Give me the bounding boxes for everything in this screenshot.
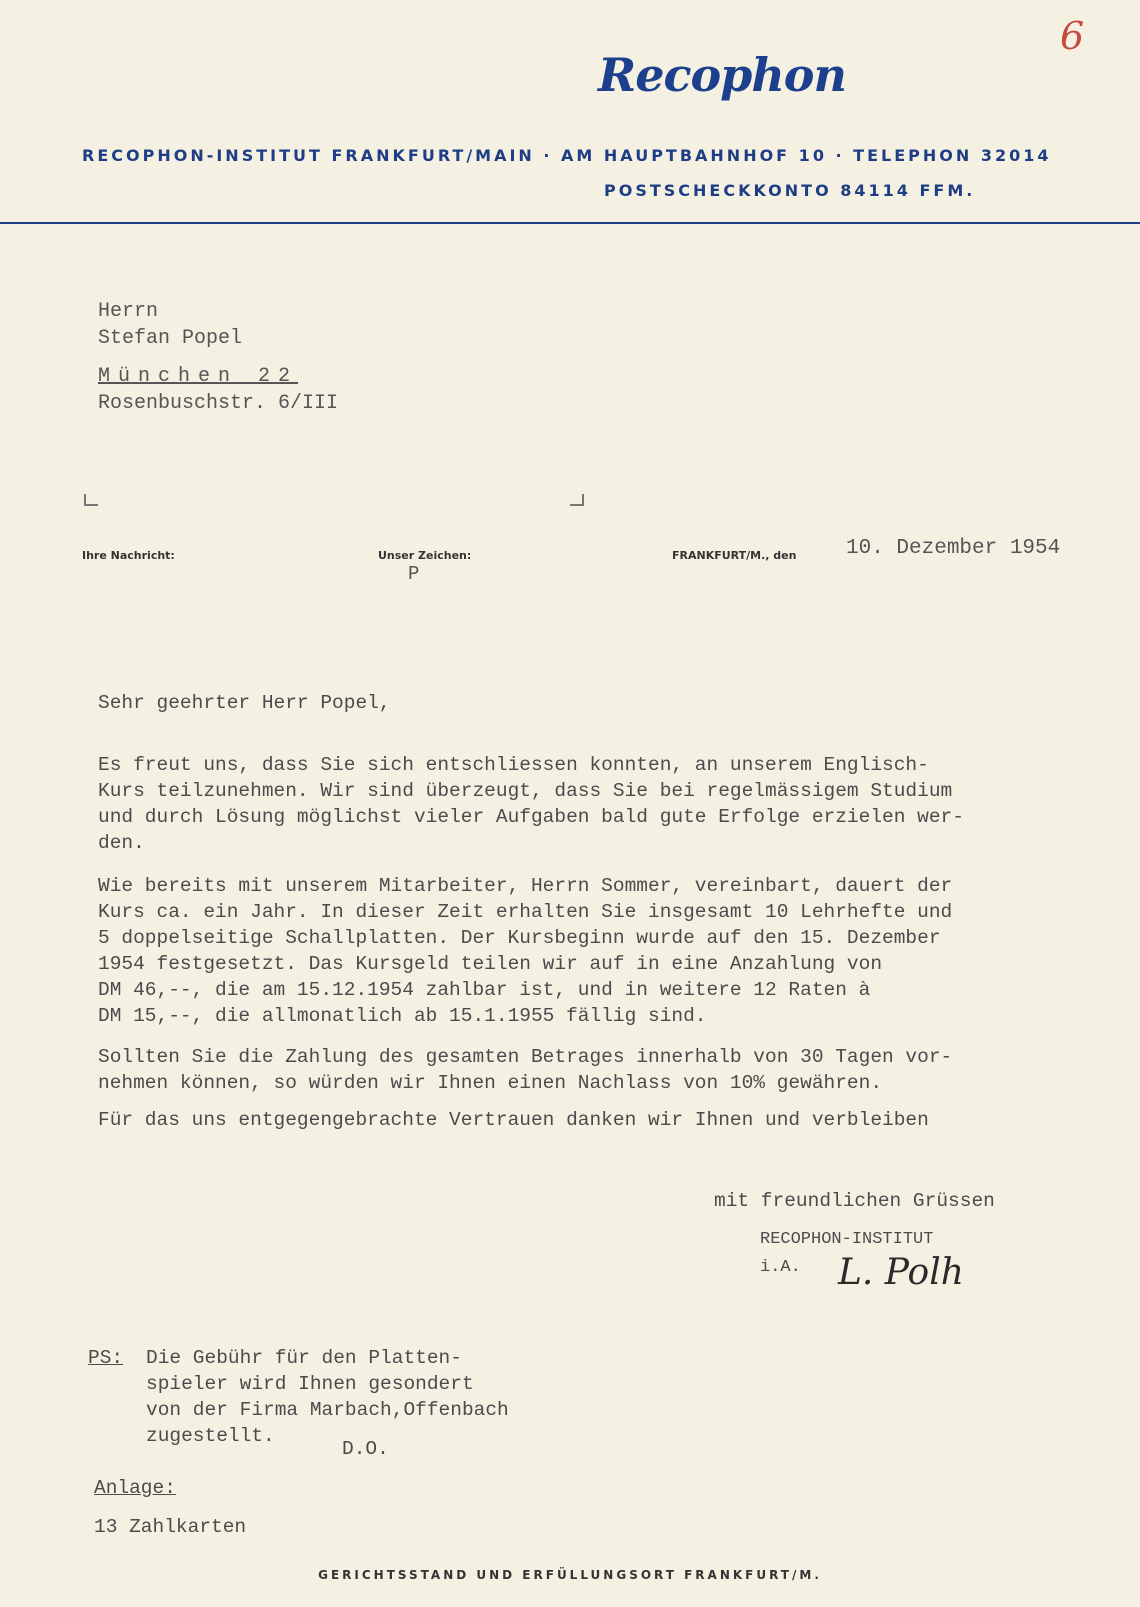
page-number: 6 xyxy=(1060,14,1085,58)
paragraph-2-line: 1954 festgesetzt. Das Kursgeld teilen wir auf in eine Anzahlung von xyxy=(98,953,883,975)
recipient-city: München 22 xyxy=(98,365,299,388)
postscript-initials: D.O. xyxy=(342,1438,389,1460)
closing-per: i.A. xyxy=(760,1258,801,1277)
postscript-line: Die Gebühr für den Platten- xyxy=(146,1347,462,1369)
paragraph-2-line: DM 15,--, die allmonatlich ab 15.1.1955 fällig sind. xyxy=(98,1005,707,1027)
paragraph-1-line: den. xyxy=(98,832,145,854)
recipient-street: Rosenbuschstr. 6/III xyxy=(98,392,339,415)
place-label: FRANKFURT/M., den xyxy=(672,549,797,562)
postscript-line: zugestellt. xyxy=(146,1425,275,1447)
letter-date: 10. Dezember 1954 xyxy=(846,537,1061,560)
letterhead-divider xyxy=(0,222,1140,224)
paragraph-3-line: Sollten Sie die Zahlung des gesamten Betrages innerhalb von 30 Tagen vor- xyxy=(98,1046,953,1068)
handwritten-signature: L. Polh xyxy=(838,1252,964,1293)
enclosure-label: Anlage: xyxy=(94,1477,176,1499)
postscript-label: PS: xyxy=(88,1347,124,1369)
closing-regards: mit freundlichen Grüssen xyxy=(714,1190,995,1212)
paragraph-1-line: und durch Lösung möglichst vieler Aufgaben bald gute Erfolge erzielen wer- xyxy=(98,806,964,828)
letterhead-account: POSTSCHECKKONTO 84114 FFM. xyxy=(604,181,976,200)
recipient-salutation: Herrn xyxy=(98,300,159,323)
closing-company: RECOPHON-INSTITUT xyxy=(760,1230,934,1249)
paragraph-2-line: Wie bereits mit unserem Mitarbeiter, Herrn Sommer, vereinbart, dauert der xyxy=(98,875,953,897)
paragraph-2-line: Kurs ca. ein Jahr. In dieser Zeit erhalten Sie insgesamt 10 Lehrhefte und xyxy=(98,901,953,923)
paragraph-1-line: Es freut uns, dass Sie sich entschliessen konnten, an unserem Englisch- xyxy=(98,754,929,776)
postscript-line: spieler wird Ihnen gesondert xyxy=(146,1373,474,1395)
enclosure-item: 13 Zahlkarten xyxy=(94,1516,247,1538)
paragraph-3-line: nehmen können, so würden wir Ihnen einen Nachlass von 10% gewähren. xyxy=(98,1072,883,1094)
recipient-name: Stefan Popel xyxy=(98,327,243,350)
postscript-line: von der Firma Marbach,Offenbach xyxy=(146,1399,509,1421)
your-message-label: Ihre Nachricht: xyxy=(82,549,175,562)
paragraph-2-line: 5 doppelseitige Schallplatten. Der Kursbeginn wurde auf den 15. Dezember xyxy=(98,927,941,949)
paragraph-4: Für das uns entgegengebrachte Vertrauen danken wir Ihnen und verbleiben xyxy=(98,1109,929,1131)
paragraph-1-line: Kurs teilzunehmen. Wir sind überzeugt, dass Sie bei regelmässigem Studium xyxy=(98,780,953,802)
paragraph-2-line: DM 46,--, die am 15.12.1954 zahlbar ist, und in weitere 12 Raten à xyxy=(98,979,871,1001)
letterhead-address: RECOPHON-INSTITUT FRANKFURT/MAIN · AM HAUPTBAHNHOF 10 · TELEPHON 32014 xyxy=(82,146,1052,165)
greeting: Sehr geehrter Herr Popel, xyxy=(98,692,391,714)
address-window-mark-left xyxy=(84,494,98,506)
company-logo: Recophon xyxy=(598,48,846,102)
footer-jurisdiction: GERICHTSSTAND UND ERFÜLLUNGSORT FRANKFURT/M. xyxy=(318,1568,822,1582)
our-sign-label: Unser Zeichen: xyxy=(378,549,472,562)
address-window-mark-right xyxy=(570,494,584,506)
our-sign-value: P xyxy=(408,563,420,585)
